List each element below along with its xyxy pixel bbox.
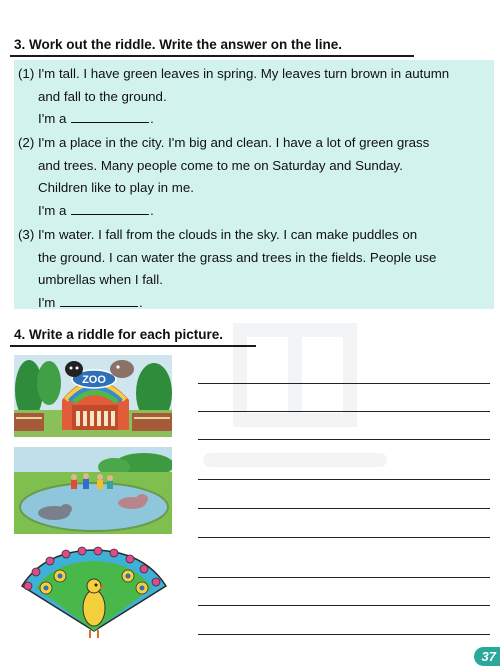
writing-line[interactable] — [198, 605, 490, 606]
answer-prefix: I'm a — [38, 202, 67, 218]
riddle-1-answer — [18, 108, 490, 131]
riddle-1 — [18, 63, 490, 131]
page-number: 37 — [474, 647, 500, 666]
riddle-2 — [18, 132, 490, 222]
writing-line[interactable] — [198, 439, 490, 440]
writing-line[interactable] — [198, 577, 490, 578]
riddle-1-line-2: and fall to the ground. — [38, 88, 167, 104]
answer-prefix: I'm — [38, 294, 56, 310]
riddle-3-answer — [18, 292, 490, 315]
riddle-3-line-2: the ground. I can water the grass and trees in the fields. People use — [38, 249, 437, 265]
answer-suffix: . — [139, 294, 143, 310]
writing-line[interactable] — [198, 537, 490, 538]
pond-picture — [14, 447, 172, 534]
answer-prefix: I'm a — [38, 111, 67, 127]
writing-line[interactable] — [198, 634, 490, 635]
riddle-2-line-1: (2) I'm a place in the city. I'm big and clean. I have a lot of green grass — [18, 135, 430, 150]
answer-blank[interactable] — [71, 110, 149, 123]
riddle-3 — [18, 224, 490, 314]
riddle-3-line-1: (3) I'm water. I fall from the clouds in the sky. I can make puddles on — [18, 227, 418, 242]
answer-suffix: . — [150, 202, 154, 218]
riddle-2-answer — [18, 200, 490, 223]
riddle-3-line-3: umbrellas when I fall. — [38, 272, 163, 288]
writing-line[interactable] — [198, 383, 490, 384]
section-3-heading: 3. Work out the riddle. Write the answer on the line. — [14, 37, 408, 54]
peacock-picture — [14, 546, 174, 641]
riddle-2-line-2: and trees. Many people come to me on Saturday and Sunday. — [38, 157, 403, 173]
answer-blank[interactable] — [71, 202, 149, 215]
answer-blank[interactable] — [60, 294, 138, 307]
writing-line[interactable] — [198, 508, 490, 509]
writing-line[interactable] — [198, 479, 490, 480]
zoo-sign-text: ZOO — [82, 374, 106, 386]
writing-line[interactable] — [198, 411, 490, 412]
section-4-heading: 4. Write a riddle for each picture. — [14, 327, 250, 344]
riddle-1-line-1: (1) I'm tall. I have green leaves in spring. My leaves turn brown in autumn — [18, 66, 450, 81]
answer-suffix: . — [150, 111, 154, 127]
zoo-picture — [14, 355, 172, 437]
riddle-2-line-3: Children like to play in me. — [38, 180, 194, 196]
